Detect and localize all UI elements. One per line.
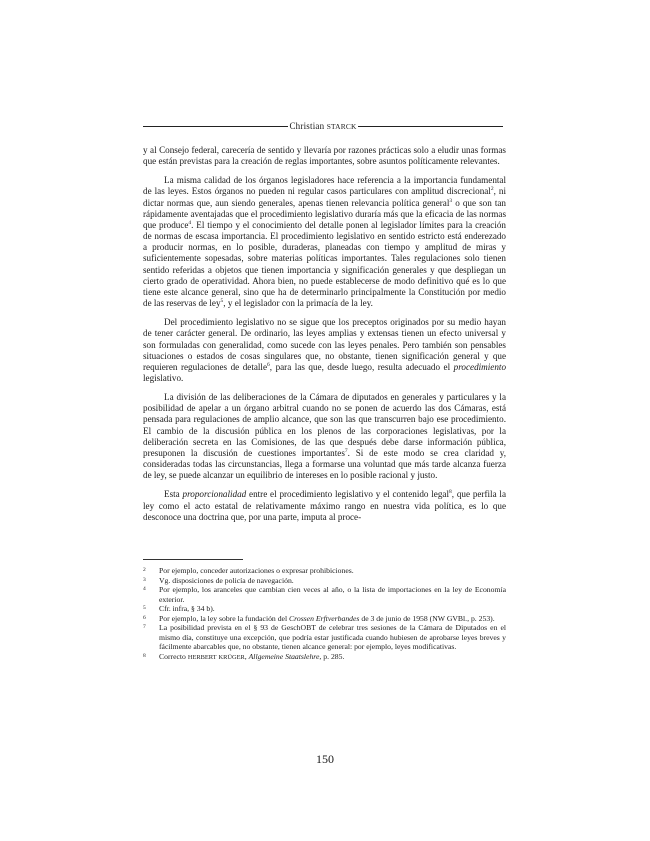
paragraph-text: o que son tan rápidamente aventajadas que el procedimiento legislativo duraría más que la eficacia de las normas que produce: [143, 197, 506, 230]
footnote-ref[interactable]: 7: [344, 447, 348, 454]
paragraph-text: . Si de este modo se crea claridad y, consideradas todas las circunstancias, llega a formarse una voluntad que más tarde alcanza fuerza de ley, se puede alcanzar un equilibrio de intereses en lo posible racional y justo.: [143, 447, 506, 481]
footnote-number: 6: [143, 614, 146, 621]
footnote-text-part: , p. 285.: [319, 651, 345, 661]
footnote-ref[interactable]: 4: [188, 219, 192, 226]
paragraph-text: Del procedimiento legislativo no se sigue que los preceptos originados por su medio hayan de tener carácter general. De ordinario, las leyes amplias y extensas tienen un efecto universal y son formuladas con generalidad, como sucede con las leyes penales. Pero también son pensables situaciones o estados de cosas singulares que, no obstante, tienen significación general y que requieren regulaciones de detalle: [143, 317, 506, 372]
footnote-ref[interactable]: 8: [449, 489, 452, 496]
footnote-number: 3: [143, 576, 146, 583]
footnote-text: Por ejemplo, conceder autorizaciones o expresar prohibiciones.: [159, 566, 354, 575]
paragraph-text: y al Consejo federal, carecería de sentido y llevaría por razones prácticas solo a eludir unas formas que están previstas para la creación de reglas importantes, sobre asuntos políticamente relevantes.: [143, 145, 506, 167]
footnote-5: [143, 604, 506, 614]
footnote-6: [143, 614, 506, 624]
footnote-ref[interactable]: 6: [267, 361, 270, 368]
paragraph-text: , y el legislador con la primacía de la ley.: [223, 298, 373, 309]
footnote-3: [143, 576, 506, 586]
footnote-ref[interactable]: 2: [490, 186, 494, 193]
emphasis-text: procedimiento: [453, 361, 507, 372]
paragraph-4: [143, 392, 506, 481]
paragraph-text: entre el procedimiento legislativo y el contenido legal: [246, 489, 450, 500]
emphasis-text: proporcionalidad: [182, 489, 247, 500]
footnote-number: 2: [143, 567, 146, 573]
footnote-number: 7: [143, 624, 146, 630]
header-rule-left: [143, 126, 288, 127]
footnote-number: 8: [143, 652, 146, 659]
author-first-name: Christian: [289, 121, 325, 131]
paragraph-text: , para las que, desde luego, resulta adecuado el: [269, 361, 454, 372]
footnote-8: [143, 652, 506, 663]
footnote-text: La posibilidad prevista en el § 93 de GeschOBT de celebrar tres sesiones de la Cámara de Diputados en el mismo día, constituye una excepción, que podría estar justificada cuando hubiesen de aprobarse leyes breves y fácilmente abarcables que, no obstante, tienen alcance general: por ejemplo, leyes modificativas.: [159, 623, 506, 651]
footnote-emphasis: Allgemeine Staatslehre: [248, 651, 320, 661]
paragraph-text: . El tiempo y el conocimiento del detalle ponen al legislador límites para la creación de normas de escasa importancia. El procedimiento legislativo en sentido estricto está enderezado a producir normas, en lo posible, duraderas, planeadas con tiempo y amplitud de miras y suficientemente sopesadas, sobre materias políticas importantes. Tales regulaciones solo tienen sentido referidas a objetos que tienen importancia y significación generales y que despliegan un cierto grado de operatividad. Ahora bien, no puede establecerse de modo definitivo qué es lo que tiene este alcance general, sino que ha de determinarlo principalmente la Constitución por medio de las reservas de ley: [143, 219, 506, 309]
footnote-7: [143, 623, 506, 652]
footnote-4: [143, 585, 506, 604]
footnote-text-part: ,: [244, 651, 249, 661]
running-header: [143, 119, 503, 133]
paragraph-text: , ni dictar normas que, aun siendo generales, apenas tienen relevancia política general: [143, 186, 506, 208]
footnote-text-part: de 3 de junio de 1958 (NW GVBl., p. 253).: [359, 613, 495, 623]
running-header-author: [288, 121, 357, 131]
header-rule-right: [358, 126, 503, 127]
paragraph-text: Esta: [164, 489, 183, 500]
footnote-text: [159, 614, 506, 624]
footnote-text-part: Correcto: [159, 651, 188, 661]
footnote-text: Por ejemplo, los aranceles que cambian cien veces al año, o la lista de importaciones en la ley de Economía exterior.: [159, 585, 506, 604]
footnotes-section: [143, 559, 506, 662]
footnote-ref[interactable]: 3: [449, 197, 453, 204]
footnote-text: [159, 652, 506, 663]
paragraph-text: legislativo.: [143, 372, 184, 383]
paragraph-5: [143, 489, 506, 522]
footnote-text-part: Por ejemplo, la ley sobre la fundación del: [159, 613, 290, 623]
paragraph-text: La división de las deliberaciones de la Cámara de diputados en generales y particulares y la posibilidad de apelar a un órgano arbitral cuando no se ponen de acuerdo las dos Cámaras, está pensada para regulaciones de amplio alcance, que son las que transcurren bajo ese procedimiento. El cambio de la discusión pública en los plenos de las corporaciones legislativas, por la deliberación secreta en las Comisiones, de las que después debe darse información pública, presuponen la discusión de cuestiones importantes: [143, 392, 506, 458]
paragraph-2: [143, 175, 506, 309]
author-last-name: STARCK: [326, 122, 357, 131]
footnote-separator: [143, 559, 243, 560]
body-text: [143, 145, 506, 523]
cited-author-last: KRÜGER: [218, 653, 245, 661]
footnote-2: [143, 566, 506, 576]
paragraph-text: La misma calidad de los órganos legisladores hace referencia a la importancia fundamental de las leyes. Estos órganos no pueden ni regular casos particulares con amplitud discrecional: [143, 175, 506, 197]
paragraph-text: , que perfila la ley como el acto estatal de relativamente máximo rango en nuestra vida política, es lo que desconoce una doctrina que, por una parte, imputa al proce-: [143, 489, 507, 522]
footnote-text: Vg. disposiciones de policía de navegación.: [159, 575, 294, 585]
footnote-text: Cfr. infra, § 34 b).: [159, 604, 215, 613]
cited-author-first: HERBERT: [187, 653, 217, 661]
footnote-ref[interactable]: 5: [220, 297, 224, 304]
footnote-number: 5: [143, 605, 146, 611]
footnote-number: 4: [143, 586, 146, 592]
page-number: 150: [316, 752, 334, 766]
paragraph-1: [143, 145, 506, 167]
footnote-emphasis: Crossen Erftverbandes: [289, 613, 360, 623]
paragraph-3: [143, 317, 506, 384]
